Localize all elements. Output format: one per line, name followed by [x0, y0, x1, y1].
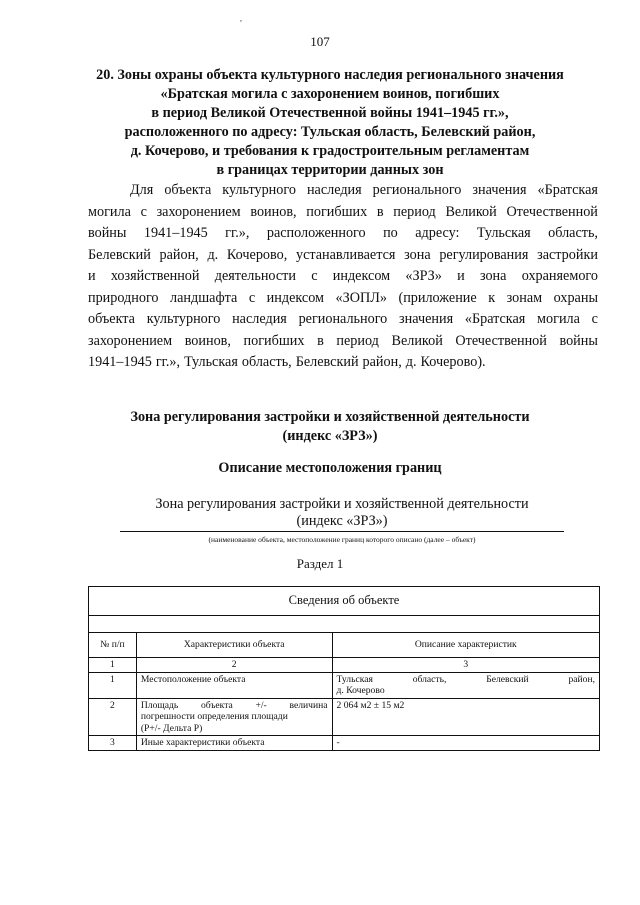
paragraph-word: Отечественной — [455, 332, 547, 349]
paragraph-word: «ЗОПЛ» — [335, 289, 387, 306]
row-description-line — [337, 674, 595, 686]
section-heading-line: в границах территории данных зон — [216, 162, 444, 178]
paragraph-word: и — [457, 268, 465, 284]
paragraph-word: объекта — [164, 182, 212, 198]
paragraph-word: охраняемого — [521, 268, 598, 284]
object-info-table — [88, 586, 600, 751]
paragraph-word: могила — [88, 203, 131, 220]
paragraph-word: наследия — [306, 182, 362, 198]
cell-word: Тульская — [336, 673, 373, 685]
paragraph-word: хозяйственной — [110, 268, 200, 284]
paragraph-line — [88, 288, 598, 310]
paragraph-word: д. — [207, 246, 219, 263]
row-characteristic: Иные характеристики объекта — [136, 736, 332, 751]
body-paragraph — [88, 180, 598, 374]
paragraph-word: 1941–1945 — [143, 225, 208, 241]
table-caption: Сведения об объекте — [89, 587, 600, 616]
paragraph-word: могила — [537, 311, 580, 327]
row-characteristic-line — [141, 700, 328, 712]
row-num: 3 — [89, 736, 137, 751]
paragraph-word: адресу: — [415, 225, 460, 241]
row-characteristic: Местоположение объекта — [136, 672, 332, 698]
paragraph-word: зона — [404, 246, 431, 263]
paragraph-word: культурного — [222, 182, 296, 198]
paragraph-word: в — [317, 332, 324, 349]
paragraph-word: Для — [130, 182, 154, 198]
paragraph-word: Отечественной — [506, 203, 598, 220]
paragraph-word: Белевский — [295, 354, 359, 370]
table-empty-row — [89, 616, 600, 633]
paragraph-word: деятельности — [214, 268, 296, 284]
paragraph-word: значения — [399, 311, 454, 327]
table-empty-cell — [89, 616, 600, 633]
row-characteristic-line: (P+/- Дельта P) — [140, 722, 203, 734]
section-heading — [70, 66, 590, 180]
paragraph-line — [88, 352, 598, 374]
table-header-row — [89, 633, 600, 658]
section-heading-line: в период Великой Отечественной войны 1941–1945 гг.», — [151, 105, 509, 121]
paragraph-word: область, — [548, 225, 598, 241]
paragraph-word: Тульская — [476, 225, 531, 241]
cell-word: Белевский — [486, 673, 529, 685]
paragraph-word: в — [376, 203, 384, 220]
paragraph-word: значения — [472, 182, 527, 198]
row-characteristic-line: погрешности определения площади — [140, 711, 288, 722]
paragraph-line — [88, 245, 598, 267]
paragraph-word: природного — [88, 289, 159, 306]
paragraph-word: Великой — [445, 203, 497, 220]
cell-word: район, — [568, 673, 595, 685]
paragraph-word: область, — [241, 354, 292, 370]
row-description-line: д. Кочерово — [336, 685, 385, 696]
cell-word: Площадь — [140, 699, 179, 711]
paragraph-word: к — [488, 289, 496, 306]
zone-title-index: (индекс «ЗРЗ») — [282, 428, 378, 444]
paragraph-word: воинов, — [250, 203, 297, 220]
paragraph-word: застройки — [537, 246, 598, 263]
paragraph-word: гг.», — [155, 354, 181, 370]
paragraph-word: район, — [159, 246, 199, 263]
paragraph-word: «Братская — [464, 311, 526, 327]
paragraph-word: индексом — [332, 268, 391, 284]
paragraph-word: Кочерово). — [420, 354, 486, 370]
table-caption-row — [89, 587, 600, 616]
paragraph-word: Кочерово, — [226, 246, 288, 263]
header-description: Описание характеристик — [332, 633, 599, 658]
paragraph-word: воинов, — [184, 332, 231, 349]
stray-mark: , — [240, 14, 242, 23]
paragraph-line — [88, 223, 598, 245]
paragraph-word: регионального — [298, 311, 388, 327]
paragraph-word: расположенного — [266, 225, 366, 241]
column-number: 2 — [136, 658, 332, 673]
paragraph-word: наследия — [232, 311, 287, 327]
paragraph-word: период — [393, 203, 436, 220]
object-name-line: Зона регулирования застройки и хозяйственной деятельности — [155, 496, 529, 512]
paragraph-word: культурного — [146, 311, 221, 327]
paragraph-word: зонам — [506, 289, 543, 306]
column-number: 1 — [89, 658, 137, 673]
paragraph-word: «ЗРЗ» — [405, 268, 442, 284]
section-label: Раздел 1 — [296, 556, 344, 571]
row-description — [332, 672, 599, 698]
paragraph-word: и — [88, 268, 96, 284]
paragraph-word: район, — [362, 354, 402, 370]
section-heading-line: д. Кочерово, и требования к градостроительным регламентам — [130, 143, 530, 159]
paragraph-word: (приложение — [398, 289, 477, 306]
paragraph-word: Тульская — [184, 354, 238, 370]
object-name-caption: (наименование объекта, местоположение границ которого описано (далее – объект) — [208, 535, 476, 544]
paragraph-line — [88, 309, 598, 331]
column-number: 3 — [332, 658, 599, 673]
paragraph-word: Белевский — [88, 246, 151, 263]
object-name-index: (индекс «ЗРЗ») — [296, 513, 388, 529]
paragraph-word: с — [311, 268, 318, 284]
section-heading-line: 20. Зоны охраны объекта культурного наследия регионального значения — [96, 67, 564, 83]
paragraph-word: зона — [479, 268, 507, 284]
paragraph-word: захоронением — [88, 332, 173, 349]
paragraph-word: период — [336, 332, 379, 349]
paragraph-line — [88, 180, 598, 202]
cell-word: область, — [412, 673, 447, 685]
paragraph-line — [88, 266, 598, 288]
table-column-numbers-row — [89, 658, 600, 673]
zone-title-line: Зона регулирования застройки и хозяйственной деятельности — [130, 409, 530, 425]
cell-word: величина — [289, 699, 328, 711]
row-num: 1 — [89, 672, 137, 698]
table-row — [89, 698, 600, 736]
paragraph-word: устанавливается — [295, 246, 396, 263]
paragraph-word: регулирования — [439, 246, 529, 263]
paragraph-word: «Братская — [537, 182, 598, 198]
paragraph-word: ландшафта — [170, 289, 238, 306]
paragraph-word: гг.», — [225, 225, 250, 241]
paragraph-word: с — [248, 289, 256, 306]
table-row — [89, 672, 600, 698]
header-num: № п/п — [89, 633, 137, 658]
paragraph-line — [88, 202, 598, 224]
table-row — [89, 736, 600, 751]
paragraph-word: объекта — [88, 311, 135, 327]
row-characteristic — [136, 698, 332, 736]
paragraph-word: регионального — [372, 182, 462, 198]
page-number: 107 — [310, 34, 330, 49]
paragraph-word: с — [591, 311, 598, 327]
paragraph-word: 1941–1945 — [88, 354, 152, 370]
object-name — [120, 496, 564, 532]
paragraph-word: с — [140, 203, 147, 220]
row-num: 2 — [89, 698, 137, 736]
cell-word: объекта — [201, 699, 233, 711]
row-description: - — [332, 736, 599, 751]
paragraph-word: погибших — [243, 332, 305, 349]
paragraph-word: войны — [88, 225, 127, 241]
paragraph-word: по — [383, 225, 398, 241]
paragraph-word: охраны — [553, 289, 598, 306]
paragraph-word: захоронением — [156, 203, 241, 220]
zone-title — [70, 408, 590, 446]
cell-word: +/- — [255, 699, 267, 711]
paragraph-word: Великой — [391, 332, 443, 349]
paragraph-line — [88, 331, 598, 353]
paragraph-word: погибших — [306, 203, 368, 220]
section-heading-line: «Братская могила с захоронением воинов, погибших — [160, 86, 500, 102]
description-title: Описание местоположения границ — [218, 460, 442, 476]
header-characteristics: Характеристики объекта — [136, 633, 332, 658]
paragraph-word: д. — [405, 354, 417, 370]
section-heading-line: расположенного по адресу: Тульская область, Белевский район, — [124, 124, 536, 140]
paragraph-word: войны — [559, 332, 598, 349]
row-description: 2 064 м2 ± 15 м2 — [332, 698, 599, 736]
paragraph-word: индексом — [266, 289, 325, 306]
